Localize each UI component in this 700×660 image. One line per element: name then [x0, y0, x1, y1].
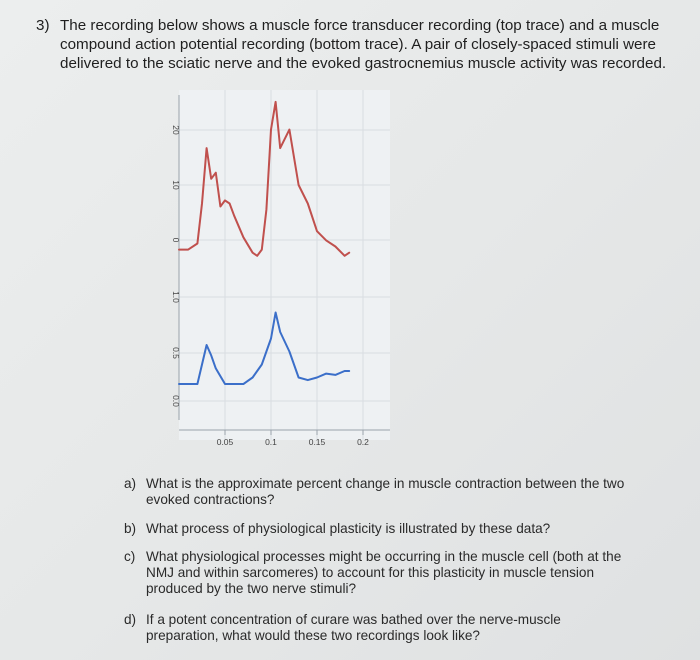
y-tick-label: 10: [171, 180, 181, 190]
subquestion-b: [124, 521, 644, 537]
y-tick-label: 0.0: [171, 395, 181, 407]
x-tick-label: 0.05: [216, 437, 234, 447]
x-tick-label: 0.15: [308, 437, 326, 447]
question-3: [36, 16, 676, 73]
question-number: 3): [36, 17, 50, 34]
subquestion-c: [124, 549, 624, 597]
subquestion-text: What is the approximate percent change in muscle contraction between the two evoked contractions?: [146, 476, 625, 507]
subquestion-text: What process of physiological plasticity is illustrated by these data?: [146, 521, 551, 536]
subquestion-a: [124, 476, 644, 508]
chart-background: [179, 90, 390, 440]
y-tick-label: 1.0: [171, 291, 181, 303]
y-tick-label: 20: [171, 125, 181, 135]
subquestion-letter: d): [124, 612, 137, 627]
recording-figure: [105, 85, 405, 460]
recording-chart: [105, 85, 405, 460]
y-tick-label: 0: [171, 237, 181, 243]
x-tick-label: 0.2: [357, 437, 369, 447]
subquestion-d: [124, 612, 604, 644]
subquestion-letter: a): [124, 476, 137, 491]
subquestion-text: What physiological processes might be occurring in the muscle cell (both at the NMJ and within sarcomeres) to account for this plasticity in muscle tension produced by the two nerve stimuli?: [146, 549, 622, 596]
y-tick-label: 0.5: [171, 347, 181, 359]
subquestion-letter: b): [124, 521, 137, 536]
question-text: The recording below shows a muscle force transducer recording (top trace) and a muscle compound action potential recording (bottom trace). A pair of closely-spaced stimuli were delivered to the sciatic nerve and the evoked gastrocnemius muscle activity was recorded.: [60, 17, 667, 72]
subquestion-letter: c): [124, 549, 136, 564]
x-tick-label: 0.1: [265, 437, 277, 447]
plot-area: [179, 90, 390, 440]
subquestion-text: If a potent concentration of curare was bathed over the nerve-muscle preparation, what would these two recordings look like?: [146, 612, 561, 643]
